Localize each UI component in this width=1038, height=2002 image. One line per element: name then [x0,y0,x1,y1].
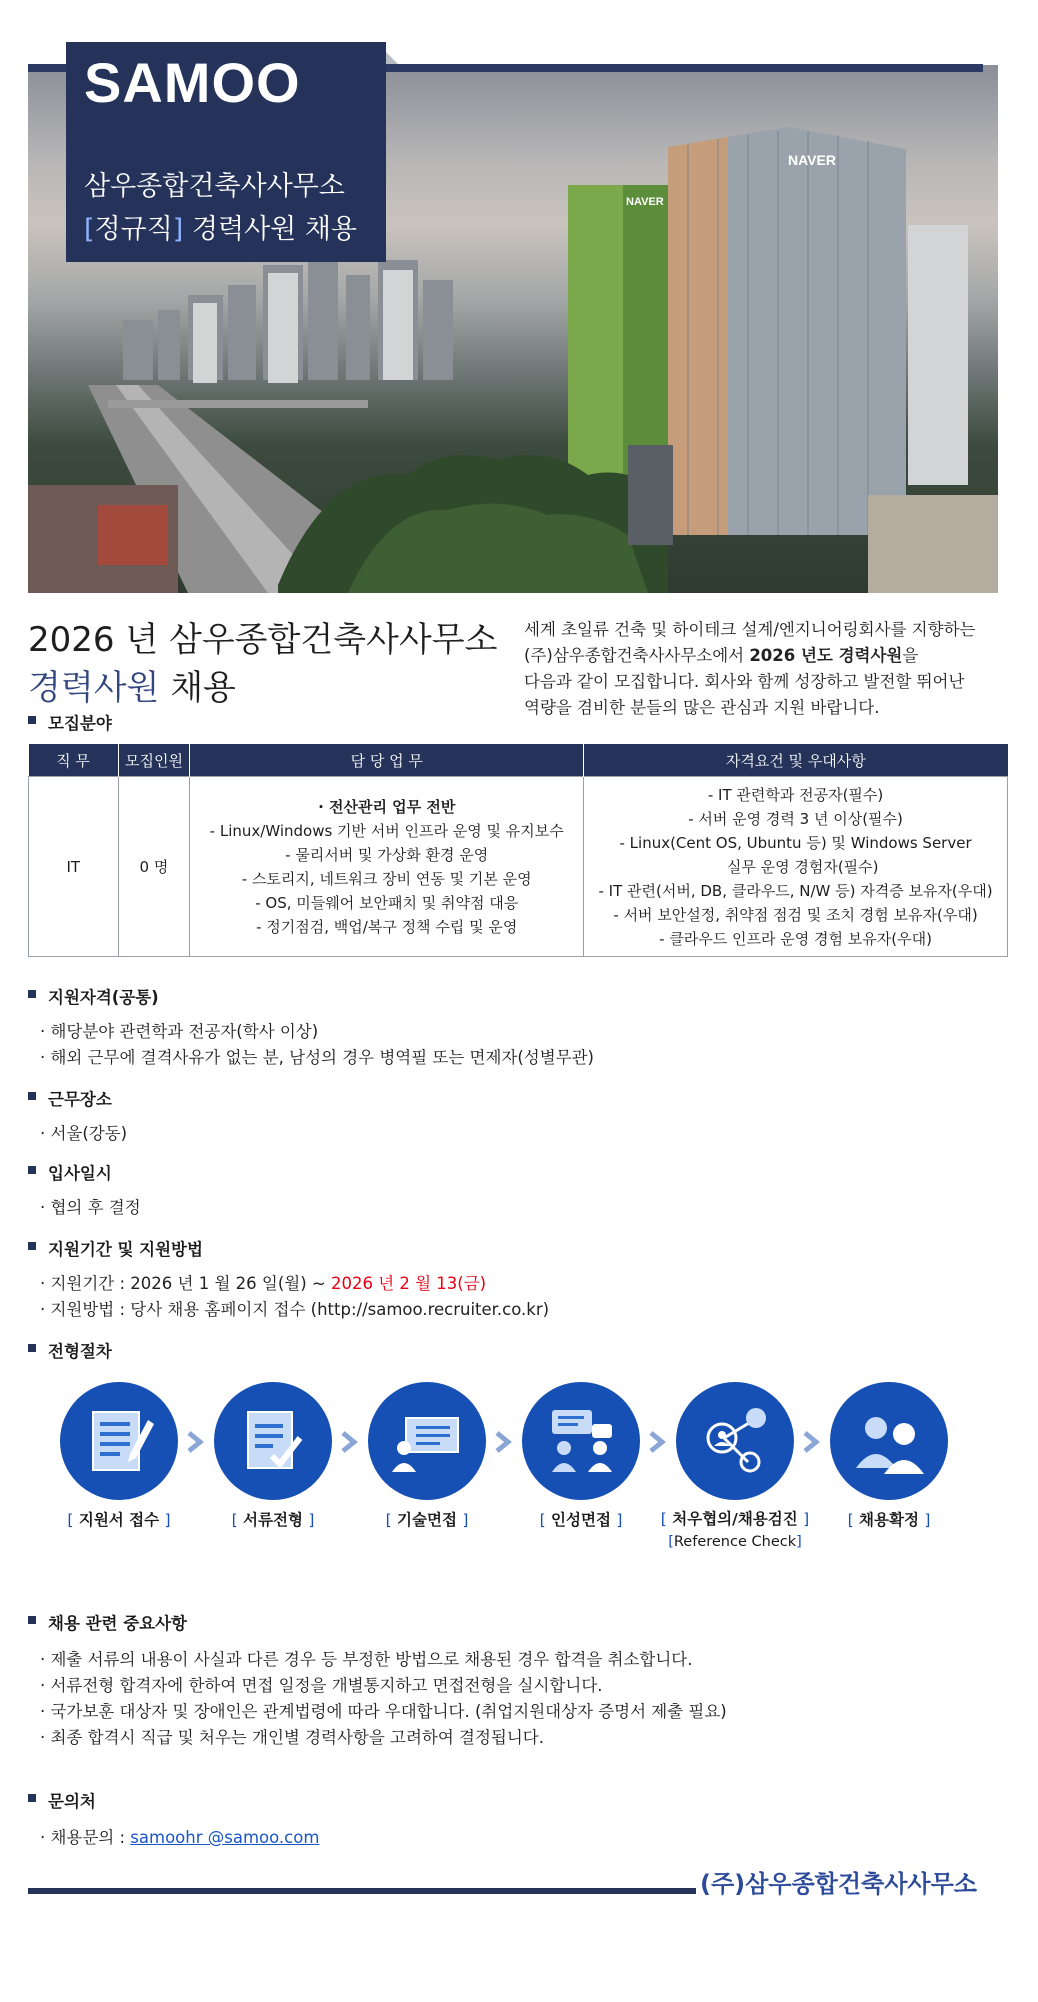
bracket-close: ] [164,1511,171,1529]
header-count: 모집인원 [118,744,190,777]
chevron-right-icon [493,1430,513,1454]
step-text: 서류전형 [243,1511,303,1529]
period-start: 2026 년 1 월 26 일(월) ~ [130,1274,331,1293]
cell-job: IT [29,777,119,957]
chevron-right-icon [647,1430,667,1454]
step-text: 채용확정 [859,1511,919,1529]
cell-count: 0 명 [118,777,190,957]
notice-item: · 최종 합격시 직급 및 처우는 개인별 경력사항을 고려하여 결정됩니다. [40,1728,544,1747]
title-rest: 채용 [159,668,236,708]
table-header-row [29,744,1008,777]
section-title-notice: 채용 관련 중요사항 [28,1610,187,1634]
footer-rule [28,1888,696,1894]
requirement-item: - IT 관련(서버, DB, 클라우드, N/W 등) 자격증 보유자(우대) [598,881,993,900]
bracket-open: [ [231,1511,238,1529]
chevron-right-icon [339,1430,359,1454]
bracket-open: [ [385,1511,392,1529]
step-text: 처우협의/채용검진 [672,1510,798,1528]
header-duties: 담 당 업 무 [190,744,584,777]
hired-people-icon [830,1382,948,1500]
hero-title-box [66,42,386,262]
requirement-item: - IT 관련학과 전공자(필수) [707,785,884,804]
duty-item: - 물리서버 및 가상화 환경 운영 [285,845,489,864]
bracket-close: ] [924,1511,931,1529]
requirement-item: - 서버 운영 경력 3 년 이상(필수) [688,809,903,828]
contact-item [40,1824,319,1848]
desc-line-2-bold: 2026 년도 경력사원 [749,646,903,665]
network-reference-icon [676,1382,794,1500]
table-row [29,777,1008,957]
period-prefix: · 지원기간 : [40,1274,131,1293]
desc-line-2-pre: (주)삼우종합건축사사무소에서 [524,646,750,665]
qualification-item: · 해당분야 관련학과 전공자(학사 이상) [40,1022,319,1041]
footer-firm-name: (주)삼우종합건축사사무소 [700,1870,977,1898]
bracket-close: ] [308,1511,315,1529]
step-subtext: Reference Check [673,1534,797,1550]
section-title-qualification: 지원자격(공통) [28,984,159,1008]
bracket-close: ] [462,1511,469,1529]
cell-duties [190,777,584,957]
desc-line-1: 세계 초일류 건축 및 하이테크 설계/엔지니어링회사를 지향하는 [524,620,976,639]
header-requirements: 자격요건 및 우대사항 [584,744,1008,777]
duty-item: - Linux/Windows 기반 서버 인프라 운영 및 유지보수 [209,821,564,840]
cell-requirements [584,777,1008,957]
duty-item: - OS, 미들웨어 보안패치 및 취약점 대응 [255,893,519,912]
desc-line-2-post: 을 [902,646,919,665]
duties-head: · 전산관리 업무 전반 [318,797,456,816]
title-accent: 경력사원 [28,668,160,708]
period-deadline: 2026 년 2 월 13(금) [330,1274,487,1293]
document-review-icon [214,1382,332,1500]
notice-item: · 국가보훈 대상자 및 장애인은 관계법령에 따라 우대합니다. (취업지원대상자 증명서 제출 필요) [40,1702,727,1721]
section-title-start-date: 입사일시 [28,1160,112,1184]
bracket-close: ] [796,1534,802,1550]
step-label-5 [655,1508,815,1554]
hero-firm-name: 삼우종합건축사사무소 [84,171,345,202]
header-job: 직 무 [29,744,119,777]
recruit-table [28,744,1008,957]
bracket-open: [ [668,1534,674,1550]
bracket-close: ] [172,214,184,245]
application-form-icon [60,1382,178,1500]
title-line-2 [28,664,497,712]
brand-logo: SAMOO [84,51,301,114]
location-item: · 서울(강동) [40,1124,128,1143]
step-label-1 [60,1508,178,1530]
start-date-item: · 협의 후 결정 [40,1198,141,1217]
hire-rest: 경력사원 채용 [183,214,358,245]
hire-type: 정규직 [94,214,173,245]
section-title-process: 전형절차 [28,1338,112,1362]
desc-line-2 [524,643,994,669]
personality-interview-icon [522,1382,640,1500]
bracket-open: [ [539,1511,546,1529]
section-title-recruit-field: 모집분야 [28,710,112,734]
duty-item: - 정기점검, 백업/복구 정책 수립 및 운영 [256,917,518,936]
bracket-open: [ [847,1511,854,1529]
notice-item: · 서류전형 합격자에 한하여 면접 일정을 개별통지하고 면접전형을 실시합니다. [40,1676,603,1695]
notice-item: · 제출 서류의 내용이 사실과 다른 경우 등 부정한 방법으로 채용된 경우 합격을 취소합니다. [40,1650,693,1669]
bracket-close: ] [616,1511,623,1529]
intro-description [524,617,994,721]
step-text: 기술면접 [397,1511,457,1529]
requirement-item: - Linux(Cent OS, Ubuntu 등) 및 Windows Server [619,833,972,852]
building-sign-1: NAVER [788,152,836,168]
section-title-period: 지원기간 및 지원방법 [28,1236,203,1260]
method-item: · 지원방법 : 당사 채용 홈페이지 접수 (http://samoo.recruiter.co.kr) [40,1300,550,1319]
hero-hire-title [84,207,357,246]
requirement-item: 실무 운영 경험자(필수) [712,857,879,876]
period-item [40,1270,486,1294]
step-text: 지원서 접수 [78,1511,160,1529]
chevron-right-icon [185,1430,205,1454]
bracket-open: [ [67,1511,74,1529]
step-label-3 [368,1508,486,1530]
step-label-4 [522,1508,640,1530]
section-title-location: 근무장소 [28,1086,112,1110]
requirement-item: - 서버 보안설정, 취약점 점검 및 조치 경험 보유자(우대) [613,905,978,924]
step-label-6 [830,1508,948,1530]
qualification-item: · 해외 근무에 결격사유가 없는 분, 남성의 경우 병역필 또는 면제자(성별무관) [40,1048,594,1067]
title-line-1: 2026 년 삼우종합건축사사무소 [28,620,498,660]
technical-interview-icon [368,1382,486,1500]
requirement-item: - 클라우드 인프라 운영 경험 보유자(우대) [659,929,932,948]
page-title [28,616,497,712]
bracket-close: ] [803,1510,810,1528]
contact-prefix: · 채용문의 : [40,1828,131,1847]
duty-item: - 스토리지, 네트워크 장비 연동 및 기본 운영 [241,869,532,888]
desc-line-4: 역량을 겸비한 분들의 많은 관심과 지원 바랍니다. [524,698,880,717]
desc-line-3: 다음과 같이 모집합니다. 회사와 함께 성장하고 발전할 뛰어난 [524,672,965,691]
chevron-right-icon [801,1430,821,1454]
contact-email-link[interactable]: samoohr @samoo.com [130,1828,320,1847]
bracket-open: [ [84,214,95,245]
step-text: 인성면접 [551,1511,611,1529]
section-title-contact: 문의처 [28,1788,96,1812]
bracket-open: [ [660,1510,667,1528]
step-label-2 [214,1508,332,1530]
building-sign-2: NAVER [626,196,664,208]
